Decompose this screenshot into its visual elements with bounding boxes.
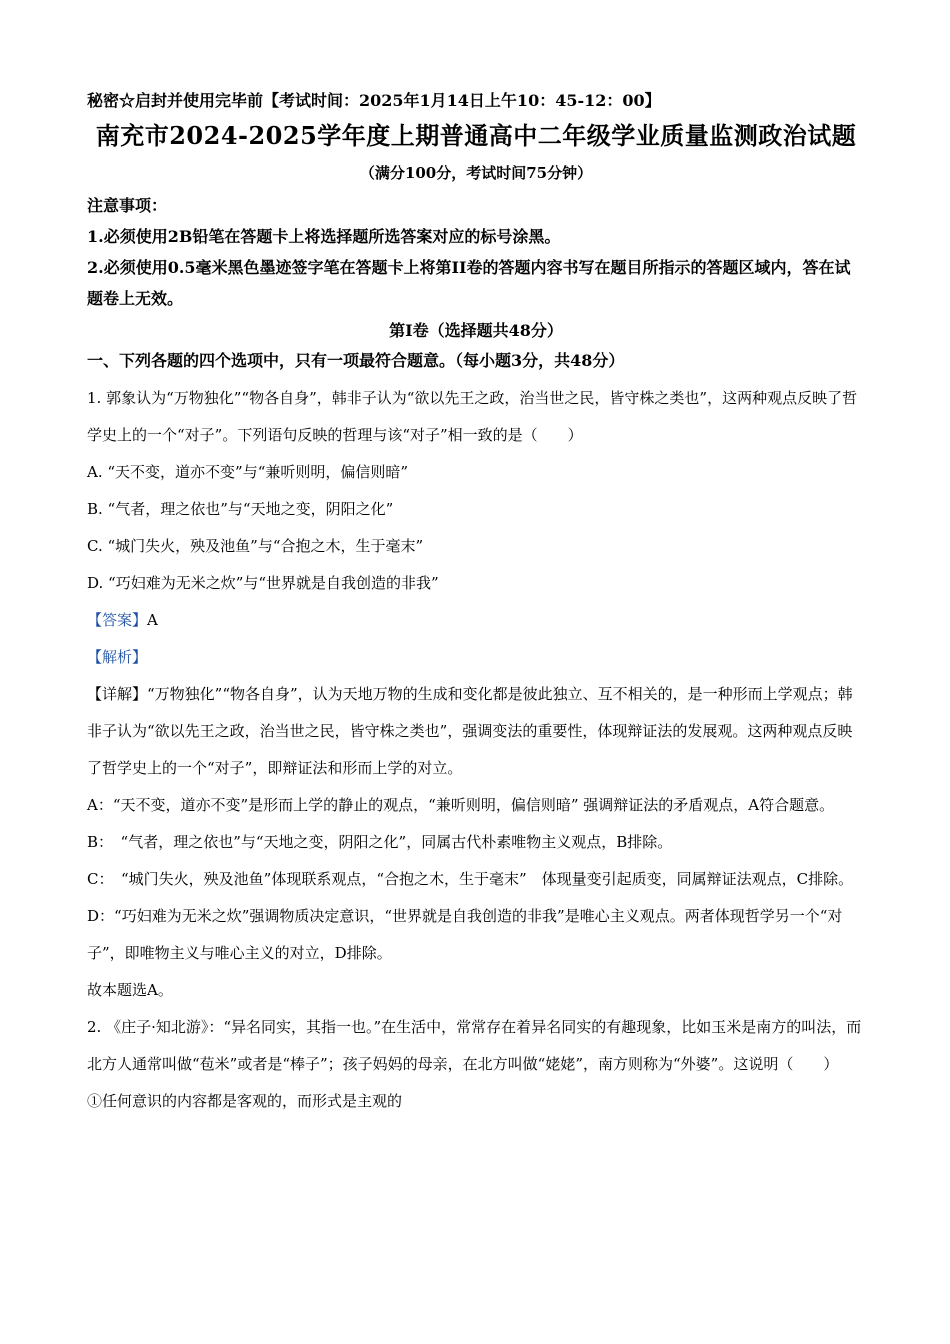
statement-item: ①任何意识的内容都是客观的，而形式是主观的	[87, 1092, 403, 1110]
exam-page	[87, 88, 865, 1120]
notice-heading: 注意事项：	[87, 196, 168, 215]
notice-item: 1.必须使用2B铅笔在答题卡上将选择题所选答案对应的标号涂黑。	[87, 227, 561, 246]
option-d: D. “巧妇难为无米之炊”与“世界就是自我创造的非我”	[87, 574, 439, 592]
explain-d: D：“巧妇难为无米之炊”强调物质决定意识，“世界就是自我创造的非我”是唯心主义观点。两者体现哲学另一个“对子”，即唯物主义与唯心主义的对立，D排除。	[87, 907, 843, 962]
answer-tag: 【答案】	[87, 611, 148, 629]
section-title: 第I卷（选择题共48分）	[389, 321, 563, 340]
explain-c: C： “城门失火，殃及池鱼”体现联系观点，“合抱之木，生于毫末” 体现量变引起质变，同属辩证法观点，C排除。	[87, 870, 854, 888]
notice-block	[87, 190, 865, 314]
part-title: 一、下列各题的四个选项中，只有一项最符合题意。（每小题3分，共48分）	[87, 351, 625, 370]
question-1	[87, 380, 865, 1009]
exam-title: 南充市2024-2025学年度上期普通高中二年级学业质量监测政治试题	[95, 121, 857, 150]
explain-b: B： “气者，理之依也”与“天地之变，阴阳之化”，同属古代朴素唯物主义观点，B排除。	[87, 833, 673, 851]
option-b: B. “气者，理之依也”与“天地之变，阴阳之化”	[87, 500, 394, 518]
confidential-line: 秘密☆启封并使用完毕前【考试时间：2025年1月14日上午10：45-12：00】	[87, 91, 661, 110]
detail-paragraph: 【详解】“万物独化”“物各自身”，认为天地万物的生成和变化都是彼此独立、互不相关的，是一种形而上学观点；韩非子认为“欲以先王之政，治当世之民，皆守株之类也”，强调变法的重要性，体现辩证法的发展观。这两种观点反映了哲学史上的一个“对子”，即辩证法和形而上学的对立。	[87, 685, 853, 777]
question-2	[87, 1009, 865, 1120]
question-stem: 1. 郭象认为“万物独化”“物各自身”，韩非子认为“欲以先王之政，治当世之民，皆守株之类也”，这两种观点反映了哲学史上的一个“对子”。下列语句反映的哲理与该“对子”相一致的是（ ）	[87, 389, 858, 444]
answer-line	[87, 602, 865, 639]
exam-subtitle: （满分100分，考试时间75分钟）	[359, 164, 593, 182]
conclusion: 故本题选A。	[87, 981, 173, 999]
explain-a: A：“天不变，道亦不变”是形而上学的静止的观点，“兼听则明，偏信则暗” 强调辩证法的矛盾观点，A符合题意。	[87, 796, 835, 814]
notice-item: 2.必须使用0.5毫米黑色墨迹签字笔在答题卡上将第II卷的答题内容书写在题目所指示的答题区域内，答在试题卷上无效。	[87, 258, 851, 308]
option-a: A. “天不变，道亦不变”与“兼听则明，偏信则暗”	[87, 463, 409, 481]
option-c: C. “城门失火，殃及池鱼”与“合抱之木，生于毫末”	[87, 537, 424, 555]
question-stem: 2. 《庄子·知北游》：“异名同实，其指一也。”在生活中，常常存在着异名同实的有趣现象，比如玉米是南方的叫法，而北方人通常叫做“苞米”或者是“棒子”；孩子妈妈的母亲，在北方叫做“姥姥”，南方则称为“外婆”。这说明（ ）	[87, 1018, 862, 1073]
answer-value: A	[147, 611, 158, 629]
analysis-tag: 【解析】	[87, 648, 148, 666]
